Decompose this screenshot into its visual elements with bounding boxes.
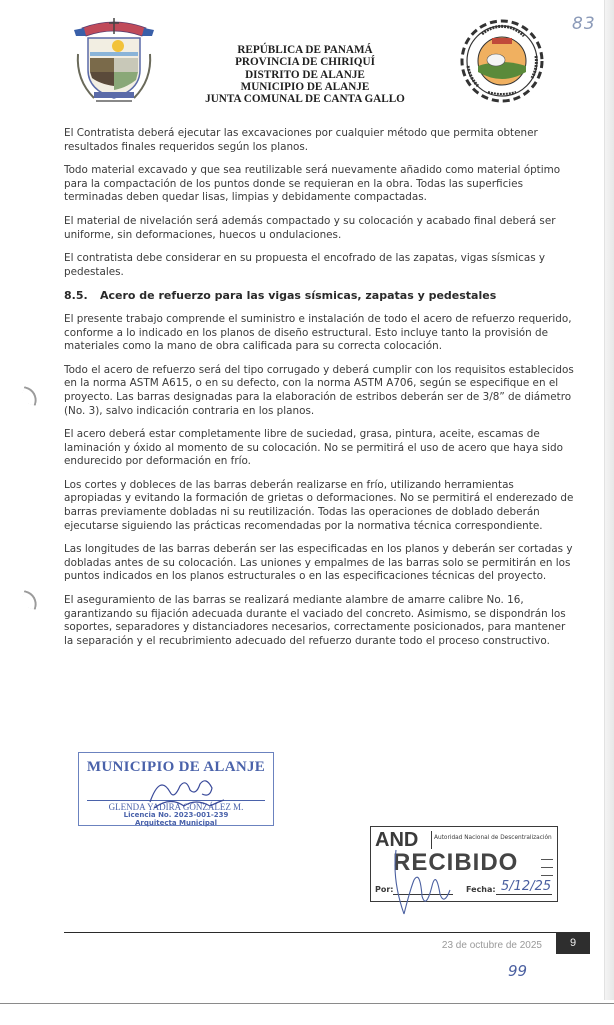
handwritten-signature-icon [140,772,230,812]
paragraph: Las longitudes de las barras deberán ser las especificadas en los planos y deberán ser cortadas y dobladas antes de su colocación. Las uniones y empalmes de las barras solo se permitirán en los puntos indicados en los planos estructurales o en las especificaciones técnicas del proyecto. [64,543,573,583]
footer-page-number: 9 [556,932,590,954]
header-line-district: DISTRITO DE ALANJE [245,68,365,81]
decorative-dash [541,859,553,860]
fecha-line [496,894,552,895]
municipio-coat-of-arms-icon [72,14,156,106]
header-line-province: PROVINCIA DE CHIRIQUÍ [235,56,375,69]
paragraph: El presente trabajo comprende el suministro e instalación de todo el acero de refuerzo requerido, conforme a lo indicado en los planos de diseño estructural. Esto incluye tanto la provisión de materiales como la mano de obra calificada para su correcta colocación. [64,312,572,353]
section-heading [64,289,574,303]
paragraph: Todo material excavado y que sea reutilizable será nuevamente añadido como material óptimo para la compactación de los puntos donde se requieran en la obra. Todas las superficies terminadas deben quedar lisas, limpias y debidamente compactadas. [64,164,561,204]
por-label: Por: [375,885,394,894]
fecha-value: 5/12/25 [501,879,552,894]
handwritten-signature-icon [384,840,474,920]
paragraph: El contratista debe considerar en su propuesta el encofrado de las zapatas, vigas sísmicas y pedestales. [64,252,546,278]
fecha-label: Fecha: [466,885,496,894]
stamp-role: Arquitecta Municipal [134,819,218,827]
section-title: Acero de refuerzo para las vigas sísmicas, zapatas y pedestales [100,289,497,303]
header-line-junta: JUNTA COMUNAL DE CANTA GALLO [205,93,405,106]
paragraph: Los cortes y dobleces de las barras deberán realizarse en frío, utilizando herramientas apropiadas y evitando la formación de grietas o deformaciones. No se permitirá el enderezado de barras previamente dobladas ni su reutilización. Todas las operaciones de doblado deberán ejecutarse siguiendo las prácticas recomendadas por la normativa técnica correspondiente. [64,478,574,532]
paragraph: El Contratista deberá ejecutar las excavaciones por cualquier método que permita obtener resultados finales requeridos según los planos. [64,127,538,153]
and-logo: AND [375,829,419,851]
section-number: 8.5. [64,289,88,303]
handwritten-page-number-top: 83 [572,14,596,34]
punch-hole-mark [20,590,40,610]
junta-comunal-seal-icon [452,16,552,106]
footer-rule [64,932,556,933]
handwritten-page-number-bottom: 99 [508,962,528,980]
stamp-license: Licencia No. 2023-001-239 [123,811,229,819]
paragraph: El acero deberá estar completamente libre de suciedad, grasa, pintura, aceite, escamas de laminación y óxido al momento de su colocación. No se permitirá el uso de acero que haya sido endurecido por deformación en frío. [64,428,563,468]
header-line-republic: REPÚBLICA DE PANAMÁ [237,44,373,56]
paragraph: El aseguramiento de las barras se realizará mediante alambre de amarre calibre No. 16, garantizando su fijación adecuada durante el vaciado del concreto. Asimismo, se dispondrán los soportes, separadores y distanciadores necesarios, correctamente posicionados, para mantener la separación y el recubrimiento adecuado del refuerzo durante todo el proceso constructivo. [64,594,566,647]
decorative-dash [541,867,553,868]
stamp-signatory-name: GLENDA YADIRA GONZÁLEZ M. [108,802,244,812]
punch-hole-mark [20,386,40,406]
decorative-dash [541,875,553,876]
document-header [150,44,460,105]
page-edge [604,0,614,1000]
stamp-title: MUNICIPIO DE ALANJE [86,759,266,775]
footer-date: 23 de octubre de 2025 [441,940,542,951]
paragraph: El material de nivelación será además compactado y su colocación y acabado final deberá ser uniforme, sin deformaciones, huecos u ondulaciones. [64,214,556,241]
and-organization: Autoridad Nacional de Descentralización [434,835,552,841]
paragraph: Todo el acero de refuerzo será del tipo corrugado y deberá cumplir con los requisitos establecidos en la norma ASTM A615, o en su defecto, con la norma ASTM A706, según se especifique en el proyecto. Las barras designadas para la elaboración de estribos deberán ser de 3/8” de diámetro (No. 3), salvo indicación contraria en los planos. [64,363,574,417]
document-body [64,127,574,658]
received-label: RECIBIDO [393,849,519,876]
page-bottom-edge [0,1003,614,1025]
header-line-municipality: MUNICIPIO DE ALANJE [240,80,370,93]
